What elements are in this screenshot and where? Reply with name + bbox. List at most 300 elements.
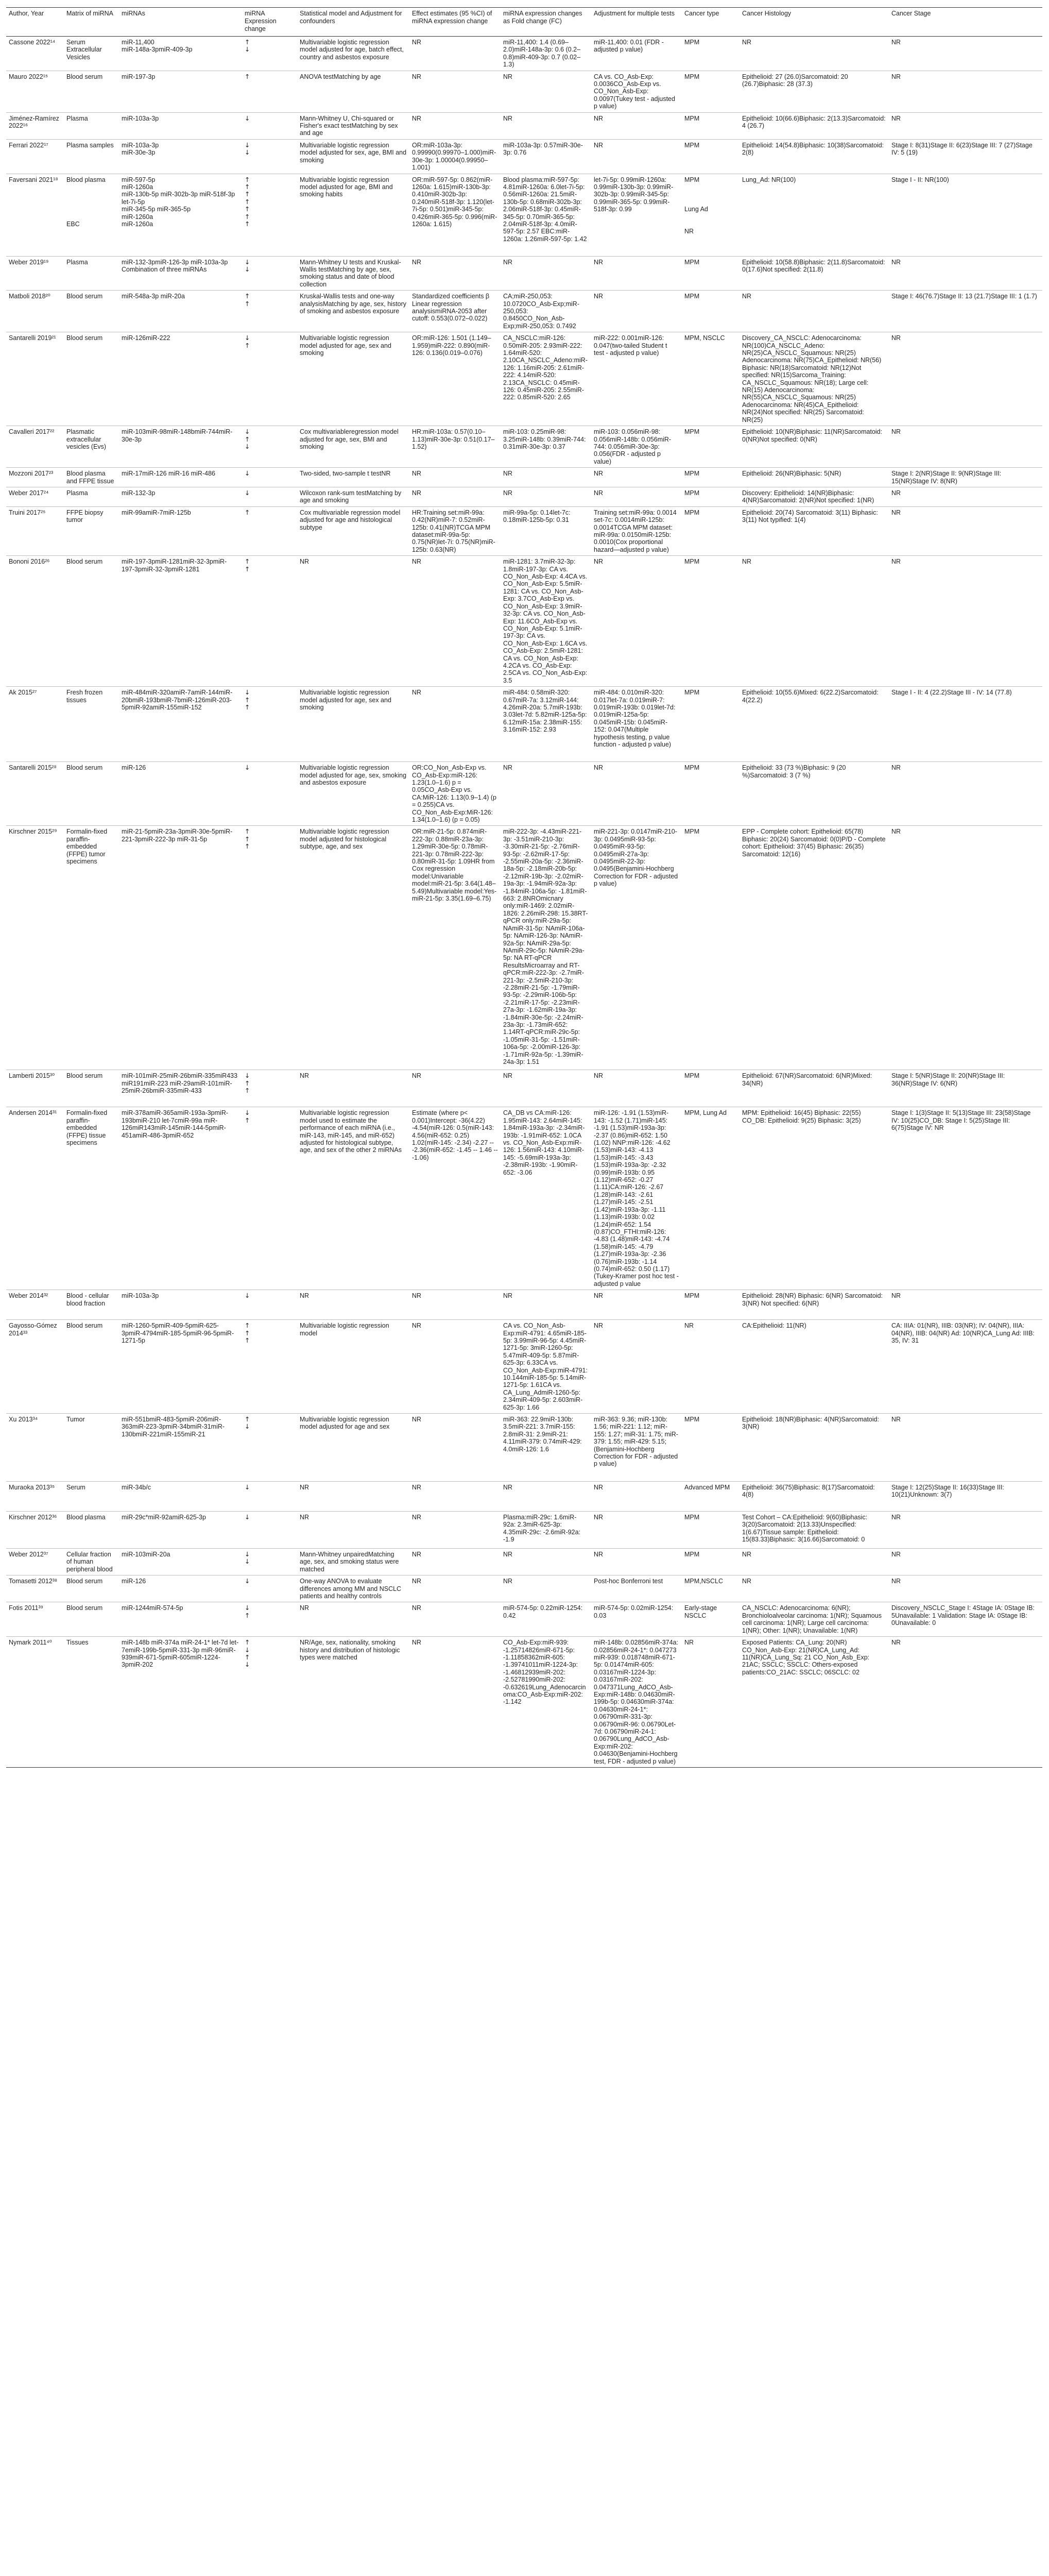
cell-multiple-tests: miR-363: 9.36; miR-130b: 1.56; miR-221: 1.12; miR-155: 1.27; miR-31: 1.75; miR-379: 1.55; miR-429: 5.15; (Benjamini-Hochberg Correction for FDR - adjusted p value) [591, 1414, 682, 1482]
cell-expression-change: ↓ ↑ [242, 1107, 297, 1290]
cell-author-year: Santarelli 2019²¹ [6, 332, 64, 426]
cell-cancer-histology: Epithelioid: 26(NR)Biphasic: 5(NR) [740, 468, 889, 487]
header-cancer-type: Cancer type [682, 8, 740, 37]
cell-cancer-type: MPM,NSCLC [682, 1575, 740, 1602]
cell-author-year: Bononi 2016²⁶ [6, 556, 64, 687]
cell-statistical-model: Mann-Whitney U tests and Kruskal-Wallis testMatching by age, sex, smoking status and date of blood collection [297, 256, 409, 291]
cell-cancer-type: MPM [682, 468, 740, 487]
cell-multiple-tests: NR [591, 1070, 682, 1107]
cell-matrix: Blood serum [64, 1070, 119, 1107]
cell-fold-change: NR [501, 1549, 591, 1575]
table-row [6, 37, 1042, 71]
cell-cancer-type: MPM [682, 426, 740, 468]
cell-fold-change: miR-363: 22.9miR-130b: 3.5miR-221: 3.7miR-155: 2.8miR-31: 2.9miR-21: 4.11miR-379: 0.74miR-429: 4.0miR-126: 1.6 [501, 1414, 591, 1482]
table-row [6, 1290, 1042, 1320]
cell-matrix: Serum Extracellular Vesicles [64, 37, 119, 71]
cell-multiple-tests: NR [591, 468, 682, 487]
table-row [6, 762, 1042, 826]
cell-statistical-model: NR [297, 556, 409, 687]
cell-effect-estimates: HR:Training set:miR-99a: 0.42(NR)miR-7: 0.52miR-125b: 0.41(NR)TCGA MPM dataset:miR-99a-5p: 0.75(NR)let-7i: 0.75(NR)miR-125b: 0.63(NR) [409, 506, 501, 555]
cell-author-year: Kirschner 2015²⁹ [6, 826, 64, 1070]
cell-cancer-histology: NR [740, 291, 889, 332]
header-expression-change: miRNA Expression change [242, 8, 297, 37]
cell-effect-estimates: Estimate (where p< 0.001)Intercept: -36(4.22) -4.54(miR-126: 0.5(miR-143: 4.56(miR-652: 0.25) 1.02(miR-145: -2.34) -2.27 -- -2.36(miR-652: -1.45 -- 1.46 -- -1.06) [409, 1107, 501, 1290]
cell-mirnas: miR-103a-3p miR-30e-3p [119, 139, 242, 174]
cell-cancer-histology: Epithelioid: 36(75)Biphasic: 8(17)Sarcomatoid: 4(8) [740, 1482, 889, 1512]
cell-matrix: Blood serum [64, 1602, 119, 1637]
table-row [6, 426, 1042, 468]
cell-fold-change: NR [501, 487, 591, 507]
cell-cancer-histology: Lung_Ad: NR(100) [740, 174, 889, 256]
cell-author-year: Weber 2014³² [6, 1290, 64, 1320]
cell-cancer-type: MPM [682, 556, 740, 687]
cell-statistical-model: Multivariable logistic regression model adjusted for age, BMI and smoking habits [297, 174, 409, 256]
table-row [6, 1637, 1042, 1768]
cell-mirnas: miR-551bmiR-483-5pmiR-206miR-363miR-223-3pmiR-34bmiR-31miR-130bmiR-221miR-155miR-21 [119, 1414, 242, 1482]
cell-cancer-stage: NR [889, 37, 1042, 71]
cell-matrix: Formalin-fixed paraffin-embedded (FFPE) tissue specimens [64, 1107, 119, 1290]
cell-cancer-type: NR [682, 1320, 740, 1414]
table-row [6, 556, 1042, 687]
cell-expression-change: ↑ ↓ ↑ ↓ [242, 1637, 297, 1768]
cell-author-year: Jiménez-Ramírez 2022¹⁶ [6, 112, 64, 139]
header-matrix: Matrix of miRNA [64, 8, 119, 37]
header-author-year: Author, Year [6, 8, 64, 37]
cell-author-year: Nymark 2011⁴⁰ [6, 1637, 64, 1768]
cell-author-year: Ak 2015²⁷ [6, 687, 64, 762]
cell-cancer-type: MPM [682, 1549, 740, 1575]
mirna-studies-table [6, 7, 1042, 1768]
cell-statistical-model: Multivariable logistic regression model adjusted for histological subtype, age, and sex [297, 826, 409, 1070]
cell-author-year: Kirschner 2012³⁶ [6, 1512, 64, 1549]
cell-effect-estimates: NR [409, 556, 501, 687]
cell-effect-estimates: NR [409, 112, 501, 139]
table-row [6, 139, 1042, 174]
cell-fold-change: Plasma:miR-29c: 1.6miR-92a: 2.3miR-625-3p: 4.35miR-29c: -2.6miR-92a: -1.9 [501, 1512, 591, 1549]
cell-mirnas: miR-103miR-98miR-148bmiR-744miR-30e-3p [119, 426, 242, 468]
table-row [6, 1482, 1042, 1512]
header-statistical-model: Statistical model and Adjustment for confounders [297, 8, 409, 37]
cell-fold-change: NR [501, 1070, 591, 1107]
cell-cancer-type: MPM [682, 112, 740, 139]
cell-expression-change: ↑ [242, 71, 297, 112]
table-row [6, 256, 1042, 291]
cell-expression-change: ↑ ↑ ↑ [242, 826, 297, 1070]
cell-mirnas: miR-29c*miR-92amiR-625-3p [119, 1512, 242, 1549]
cell-expression-change: ↓ [242, 762, 297, 826]
cell-cancer-stage: NR [889, 256, 1042, 291]
cell-mirnas: miR-1244miR-574-5p [119, 1602, 242, 1637]
cell-multiple-tests: NR [591, 762, 682, 826]
cell-mirnas: miR-132-3pmiR-126-3p miR-103a-3p Combination of three miRNAs [119, 256, 242, 291]
cell-cancer-histology: Epithelioid: 20(74) Sarcomatoid: 3(11) Biphasic: 3(11) Not typified: 1(4) [740, 506, 889, 555]
cell-cancer-type: MPM [682, 37, 740, 71]
cell-fold-change: CA vs. CO_Non_Asb-Exp:miR-4791: 4.65miR-185-5p: 3.99miR-96-5p: 4.45miR-1271-5p: 3miR-1260-5p: 5.47miR-409-5p: 5.87miR-625-3p: 6.33CA vs. CO_Non_Asb-Exp:miR-4791: 10.144miR-185-5p: 5.14miR-1271-5p: 1.61CA vs. CA_Lung_AdmiR-1260-5p: 2.34miR-409-5p: 2.603miR-625-3p: 1.66 [501, 1320, 591, 1414]
cell-cancer-stage: NR [889, 1575, 1042, 1602]
cell-expression-change: ↑ ↓ [242, 1414, 297, 1482]
cell-statistical-model: NR [297, 1512, 409, 1549]
cell-matrix: Plasma samples [64, 139, 119, 174]
cell-author-year: Weber 2019¹⁹ [6, 256, 64, 291]
cell-mirnas: miR-21-5pmiR-23a-3pmiR-30e-5pmiR-221-3pmiR-222-3p miR-31-5p [119, 826, 242, 1070]
cell-multiple-tests: miR-222: 0.001miR-126: 0.047(two-tailed Student t test - adjusted p value) [591, 332, 682, 426]
cell-expression-change: ↑ [242, 506, 297, 555]
cell-fold-change: CO_Asb-Exp:miR-939: -1.25714826miR-671-5p: -1.11858362miR-605: -1.39741011miR-1224-3p: -1.46812939miR-202: -2.52781990miR-202: -0.632619Lung_Adenocarcinoma:CO_Asb-Exp:miR-202: -1.142 [501, 1637, 591, 1768]
cell-statistical-model: ANOVA testMatching by age [297, 71, 409, 112]
cell-mirnas: miR-11,400 miR-148a-3pmiR-409-3p [119, 37, 242, 71]
cell-matrix: Blood - cellular blood fraction [64, 1290, 119, 1320]
cell-matrix: Fresh frozen tissues [64, 687, 119, 762]
cell-effect-estimates: OR:miR-103a-3p: 0.99990(0.99970–1.000)miR-30e-3p: 1.00004(0.99950–1.001) [409, 139, 501, 174]
cell-cancer-histology: Epithelioid: 33 (73 %)Biphasic: 9 (20 %)Sarcomatoid: 3 (7 %) [740, 762, 889, 826]
cell-matrix: Blood serum [64, 1575, 119, 1602]
cell-effect-estimates: NR [409, 1414, 501, 1482]
cell-multiple-tests: NR [591, 256, 682, 291]
table-row [6, 1512, 1042, 1549]
cell-fold-change: miR-484: 0.58miR-320: 0.67miR-7a: 3.12miR-144: 4.26miR-20a: 5.7miR-193b: 3.03let-7d: 5.82miR-125a-5p: 6.12miR-15a: 2.38miR-155: 3.16miR-152: 2.93 [501, 687, 591, 762]
header-multiple-tests: Adjustment for multiple tests [591, 8, 682, 37]
cell-statistical-model: Multivariable logistic regression model [297, 1320, 409, 1414]
cell-cancer-stage: NR [889, 1414, 1042, 1482]
cell-matrix: Serum [64, 1482, 119, 1512]
cell-cancer-stage: NR [889, 112, 1042, 139]
cell-expression-change: ↓ [242, 1575, 297, 1602]
cell-cancer-stage: NR [889, 332, 1042, 426]
header-effect-estimates: Effect estimates (95 %CI) of miRNA expression change [409, 8, 501, 37]
cell-effect-estimates: NR [409, 1549, 501, 1575]
cell-cancer-stage: Stage I - II: 4 (22.2)Stage III - IV: 14 (77.8) [889, 687, 1042, 762]
cell-cancer-stage: Stage I - II: NR(100) [889, 174, 1042, 256]
cell-cancer-type: MPM [682, 687, 740, 762]
cell-cancer-histology: Epithelioid: 10(58.8)Biphasic: 2(11.8)Sarcomatoid: 0(17.6)Not specified: 2(11.8) [740, 256, 889, 291]
cell-cancer-type: NR [682, 1637, 740, 1768]
header-cancer-stage: Cancer Stage [889, 8, 1042, 37]
cell-multiple-tests: NR [591, 1549, 682, 1575]
cell-matrix: Blood serum [64, 1320, 119, 1414]
cell-effect-estimates: NR [409, 1575, 501, 1602]
cell-fold-change: miR-574-5p: 0.22miR-1254: 0.42 [501, 1602, 591, 1637]
table-row [6, 1549, 1042, 1575]
cell-matrix: Blood plasma EBC [64, 174, 119, 256]
table-row [6, 687, 1042, 762]
cell-cancer-type: MPM, Lung Ad [682, 1107, 740, 1290]
cell-fold-change: miR-11,400: 1.4 (0.69–2.0)miR-148a-3p: 0.6 (0.2–0.8)miR-409-3p: 0.7 (0.02–1.3) [501, 37, 591, 71]
cell-cancer-stage: NR [889, 71, 1042, 112]
cell-author-year: Matboli 2018²⁰ [6, 291, 64, 332]
cell-author-year: Faversani 2021¹⁸ [6, 174, 64, 256]
cell-mirnas: miR-17miR-126 miR-16 miR-486 [119, 468, 242, 487]
cell-cancer-stage: Stage I: 5(NR)Stage II: 20(NR)Stage III: 36(NR)Stage IV: 6(NR) [889, 1070, 1042, 1107]
table-row [6, 174, 1042, 256]
cell-effect-estimates: NR [409, 468, 501, 487]
cell-cancer-histology: NR [740, 1549, 889, 1575]
cell-expression-change: ↓ ↓ [242, 1549, 297, 1575]
cell-statistical-model: Mann-Whitney unpairedMatching age, sex, and smoking status were matched [297, 1549, 409, 1575]
cell-expression-change: ↓ [242, 1482, 297, 1512]
cell-cancer-histology: EPP - Complete cohort: Epithelioid: 65(78) Biphasic: 20(24) Sarcomatoid: 0(0)P/D - Complete cohort: Epithelioid: 37(45) Biphasic: 26(35) Sarcomatoid: 12(16) [740, 826, 889, 1070]
cell-statistical-model: NR [297, 1070, 409, 1107]
cell-mirnas: miR-148b miR-374a miR-24-1* let-7d let-7emiR-199b-5pmiR-331-3p miR-96miR-939miR-671-5pmiR-605miR-1224-3pmiR-202 [119, 1637, 242, 1768]
cell-fold-change: Blood plasma:miR-597-5p: 4.81miR-1260a: 6.0let-7i-5p: 0.56miR-1260a: 21.5miR-130b-5p: 0.68miR-302b-3p: 2.06miR-518f-3p: 0.45miR-345-5p: 0.70miR-365-5p: 2.04miR-518f-3p: 4.0miR-597-5p: 2.57 EBC:miR-1260a: 1.26miR-597-5p: 1.42 [501, 174, 591, 256]
cell-effect-estimates: NR [409, 256, 501, 291]
cell-mirnas: miR-99amiR-7miR-125b [119, 506, 242, 555]
cell-cancer-histology: Epithelioid: 10(66.6)Biphasic: 2(13.3)Sarcomatoid: 4 (26.7) [740, 112, 889, 139]
cell-mirnas: miR-378amiR-365amiR-193a-3pmiR-193bmiR-210 let-7cmiR-99a miR-126miR143miR-145miR-144-5pmiR-451amiR-486-3pmiR-652 [119, 1107, 242, 1290]
cell-matrix: FFPE biopsy tumor [64, 506, 119, 555]
cell-author-year: Mozzoni 2017²³ [6, 468, 64, 487]
cell-mirnas: miR-34b/c [119, 1482, 242, 1512]
cell-mirnas: miR-484miR-320amiR-7amiR-144miR-20bmiR-193bmiR-7bmiR-126miR-203-5pmiR-92amiR-155miR-152 [119, 687, 242, 762]
cell-author-year: Cavalleri 2017²² [6, 426, 64, 468]
cell-cancer-type: MPM [682, 139, 740, 174]
cell-effect-estimates: NR [409, 687, 501, 762]
table-row [6, 332, 1042, 426]
cell-effect-estimates: NR [409, 37, 501, 71]
cell-cancer-type: MPM [682, 1512, 740, 1549]
cell-cancer-histology: Epithelioid: 10(NR)Biphasic: 11(NR)Sarcomatoid: 0(NR)Not specified: 0(NR) [740, 426, 889, 468]
cell-matrix: Plasma [64, 487, 119, 507]
header-cancer-histology: Cancer Histology [740, 8, 889, 37]
cell-fold-change: miR-103: 0.25miR-98: 3.25miR-148b: 0.39miR-744: 0.31miR-30e-3p: 0.37 [501, 426, 591, 468]
cell-cancer-stage: NR [889, 762, 1042, 826]
cell-multiple-tests: miR-148b: 0.02856miR-374a: 0.02856miR-24-1*: 0.047273 miR-939: 0.018748miR-671-5p: 0.01474miR-605: 0.03167miR-1224-3p: 0.03167miR-202: 0.047371Lung_AdCO_Asb-Exp:miR-148b: 0.04630miR-199b-5p: 0.04630miR-374a: 0.04630miR-24-1*: 0.06790miR-331-3p: 0.06790miR-96: 0.06790Let-7d: 0.06790miR-24-1: 0.06790Lung_AdCO_Asb-Exp:miR-202: 0.04630(Benjamini-Hochberg test, FDR - adjusted p value) [591, 1637, 682, 1768]
cell-fold-change: NR [501, 71, 591, 112]
cell-author-year: Weber 2017²⁴ [6, 487, 64, 507]
cell-expression-change: ↑ ↑ [242, 556, 297, 687]
cell-expression-change: ↓ [242, 468, 297, 487]
cell-statistical-model: Multivariable logistic regression model adjusted for sex, age, BMI and smoking [297, 139, 409, 174]
cell-effect-estimates: NR [409, 1320, 501, 1414]
cell-multiple-tests: NR [591, 1320, 682, 1414]
cell-cancer-histology: NR [740, 1575, 889, 1602]
cell-multiple-tests: miR-221-3p: 0.0147miR-210-3p: 0.0495miR-93-5p: 0.0495miR-93-5p: 0.0495miR-27a-3p: 0.0495miR-22-3p: 0.0495(Benjamini-Hochberg Correction for FDR - adjusted p value) [591, 826, 682, 1070]
cell-cancer-histology: Epithelioid: 10(55.6)Mixed: 6(22.2)Sarcomatoid: 4(22.2) [740, 687, 889, 762]
cell-multiple-tests: CA vs. CO_Asb-Exp: 0.0036CO_Asb-Exp vs. CO_Non_Asb-Exp: 0.0097(Tukey test - adjusted p value) [591, 71, 682, 112]
cell-cancer-histology: CA_NSCLC: Adenocarcinoma: 6(NR); Bronchioloalveolar carcinoma: 1(NR); Squamous cell carcinoma: 1(NR); Large cell carcinoma: 1(NR); Other: 1(NR); Unavailable: 1(NR) [740, 1602, 889, 1637]
table-row [6, 1070, 1042, 1107]
cell-author-year: Ferrari 2022¹⁷ [6, 139, 64, 174]
cell-cancer-type: MPM [682, 487, 740, 507]
cell-cancer-type: MPM [682, 291, 740, 332]
cell-mirnas: miR-132-3p [119, 487, 242, 507]
cell-fold-change: miR-1281: 3.7miR-32-3p: 1.8miR-197-3p: CA vs. CO_Non_Asb-Exp: 4.4CA vs. CO_Non_Asb-Exp: 5.5miR-1281: CA vs. CO_Non_Asb-Exp: 3.7CO_Asb-Exp vs. CO_Non_Asb-Exp: 3.9miR-32-3p: CA vs. CO_Non_Asb-Exp: 11.6CO_Asb-Exp vs. CO_Non_Asb-Exp: 5.1miR-197-3p: CA vs. CO_Non_Asb-Exp: 1.6CA vs. CO_Asb-Exp: 2.5miR-1281: CA vs. CO_Non_Asb-Exp: 4.2CA vs. CO_Asb-Exp: 2.5CA vs. CO_Non_Asb-Exp: 3.5 [501, 556, 591, 687]
cell-fold-change: NR [501, 1290, 591, 1320]
cell-author-year: Muraoka 2013³⁵ [6, 1482, 64, 1512]
cell-cancer-histology: Epithelioid: 28(NR) Biphasic: 6(NR) Sarcomatoid: 3(NR) Not specified: 6(NR) [740, 1290, 889, 1320]
cell-effect-estimates: NR [409, 487, 501, 507]
cell-cancer-type: MPM [682, 1414, 740, 1482]
header-row [6, 8, 1042, 37]
cell-cancer-histology: NR [740, 556, 889, 687]
cell-cancer-stage: NR [889, 1549, 1042, 1575]
table-row [6, 1414, 1042, 1482]
cell-mirnas: miR-126 [119, 1575, 242, 1602]
cell-fold-change: NR [501, 1482, 591, 1512]
cell-author-year: Truini 2017²⁵ [6, 506, 64, 555]
cell-cancer-stage: NR [889, 1512, 1042, 1549]
cell-cancer-stage: Stage I: 12(25)Stage II: 16(33)Stage III: 10(21)Unknown: 3(7) [889, 1482, 1042, 1512]
cell-cancer-stage: NR [889, 426, 1042, 468]
cell-cancer-histology: Discovery: Epithelioid: 14(NR)Biphasic: 4(NR)Sarcomatoid: 2(NR)Not specified: 1(NR) [740, 487, 889, 507]
cell-effect-estimates: NR [409, 71, 501, 112]
cell-expression-change: ↓ [242, 1290, 297, 1320]
cell-fold-change: NR [501, 762, 591, 826]
cell-multiple-tests: miR-484: 0.010miR-320: 0.017let-7a: 0.019miR-7: 0.019miR-193b: 0.019let-7d: 0.019miR-125a-5p: 0.045miR-15b: 0.045miR-152: 0.047(Multiple hypothesis testing, p value function - adjusted p value) [591, 687, 682, 762]
cell-effect-estimates: OR:miR-126: 1.501 (1.149–1.959)miR-222: 0.890(miR-126: 0.136(0.019–0.076) [409, 332, 501, 426]
cell-matrix: Blood serum [64, 762, 119, 826]
cell-expression-change: ↓ ↓ [242, 139, 297, 174]
cell-matrix: Plasma [64, 256, 119, 291]
cell-matrix: Blood serum [64, 556, 119, 687]
table-row [6, 487, 1042, 507]
cell-cancer-type: MPM [682, 1070, 740, 1107]
cell-cancer-stage: NR [889, 1637, 1042, 1768]
cell-cancer-stage: CA: IIIA: 01(NR), IIIB: 03(NR); IV: 04(NR), IIIA: 04(NR), IIIB: 04(NR) Ad: 10(NR)CA_Lung Ad: IIIB: 35, IV: 31 [889, 1320, 1042, 1414]
table-row [6, 1602, 1042, 1637]
cell-effect-estimates: NR [409, 1290, 501, 1320]
table-body [6, 37, 1042, 1768]
cell-effect-estimates: HR:miR-103a: 0.57(0.10–1.13)miR-30e-3p: 0.51(0.17–1.52) [409, 426, 501, 468]
cell-multiple-tests: miR-126: -1.91 (1.53)miR-143: -1.52 (1.71)miR-145: -1.91 (1.53)miR-193a-3p: -2.37 (0.86)miR-652: 1.50 (1.02) NNP:miR-126: -4.62 (1.53)miR-143: -4.13 (1.53)miR-145: -3.43 (1.53)miR-193a-3p: -2.32 (0.99)miR-193b: 0.95 (1.12)miR-652: -0.27 (1.11)CA:miR-126: -2.67 (1.28)miR-143: -2.61 (1.27)miR-145: -2.51 (1.42)miR-193a-3p: -1.11 (1.13)miR-193b: 0.02 (1.24)miR-652: 1.54 (0.87)CO_FTHI:miR-126: -4.83 (1.48)miR-143: -4.74 (1.58)miR-145: -4.79 (1.27)miR-193a-3p: -2.36 (0.76)miR-193b: -1.14 (0.74)miR-652: 0.50 (1.17)(Tukey-Kramer post hoc test - adjusted p value [591, 1107, 682, 1290]
cell-mirnas: miR-197-3pmiR-1281miR-32-3pmiR-197-3pmiR-32-3pmiR-1281 [119, 556, 242, 687]
cell-fold-change: CA_DB vs CA:miR-126: 1.95miR-143: 2.64miR-145: 1.84miR-193a-3p: -2.34miR-193b: -1.91miR-652: 1.0CA vs. CO_Non_Asb-Exp:miR-126: 1.56miR-143: 4.10miR-145: -5.69miR-193a-3p: -2.38miR-193b: -1.90miR-652: -3.06 [501, 1107, 591, 1290]
cell-matrix: Formalin-fixed paraffin-embedded (FFPE) tumor specimens [64, 826, 119, 1070]
cell-statistical-model: Multivariable logistic regression model adjusted for age, sex and smoking [297, 332, 409, 426]
cell-matrix: Blood serum [64, 71, 119, 112]
cell-matrix: Cellular fraction of human peripheral blood [64, 1549, 119, 1575]
cell-mirnas: miR-126miR-222 [119, 332, 242, 426]
cell-matrix: Blood plasma and FFPE tissue [64, 468, 119, 487]
cell-expression-change: ↑ ↑ ↑ ↑ ↑ ↑ ↑ [242, 174, 297, 256]
cell-statistical-model: NR/Age, sex, nationality, smoking history and distribution of histologic types were matched [297, 1637, 409, 1768]
cell-author-year: Xu 2013³⁴ [6, 1414, 64, 1482]
cell-multiple-tests: NR [591, 1512, 682, 1549]
cell-author-year: Cassone 2022¹⁴ [6, 37, 64, 71]
cell-cancer-type: MPM [682, 256, 740, 291]
cell-statistical-model: Multivariable logistic regression model adjusted for age and sex [297, 1414, 409, 1482]
cell-expression-change: ↓ [242, 487, 297, 507]
cell-matrix: Plasmatic extracellular vesicles (Evs) [64, 426, 119, 468]
cell-statistical-model: Multivariable logistic regression model adjusted for age, sex and smoking [297, 687, 409, 762]
cell-multiple-tests: Training set:miR-99a: 0.0014 set-7c: 0.0014miR-125b: 0.0014TCGA MPM dataset: miR-99a: 0.0150miR-125b: 0.0010(Cox proportional hazard—adjusted p value) [591, 506, 682, 555]
cell-statistical-model: Cox multivariableregression model adjusted for age, sex, BMI and smoking [297, 426, 409, 468]
cell-cancer-stage: NR [889, 506, 1042, 555]
cell-fold-change: NR [501, 112, 591, 139]
cell-author-year: Andersen 2014³¹ [6, 1107, 64, 1290]
cell-multiple-tests: Post-hoc Bonferroni test [591, 1575, 682, 1602]
cell-cancer-type: MPM [682, 762, 740, 826]
cell-effect-estimates: OR:miR-21-5p: 0.874miR-222-3p: 0.88miR-23a-3p: 1.29miR-30e-5p: 0.78miR-221-3p: 0.78miR-222-3p: 0.80miR-31-5p: 1.09HR from Cox regression model:Univariable model:miR-21-5p: 3.64(1.48–5.49)Multivariable model:Yes-miR-21-5p: 3.35(1.69–6.75) [409, 826, 501, 1070]
cell-fold-change: miR-99a-5p: 0.14let-7c: 0.18miR-125b-5p: 0.31 [501, 506, 591, 555]
cell-multiple-tests: miR-11,400: 0.01 (FDR - adjusted p value) [591, 37, 682, 71]
cell-expression-change: ↓ ↑ ↓ [242, 426, 297, 468]
cell-statistical-model: One-way ANOVA to evaluate differences among MM and NSCLC patients and healthy controls [297, 1575, 409, 1602]
cell-fold-change: miR-222-3p: -4.43miR-221-3p: -3.51miR-210-3p: -3.30miR-21-5p: -2.76miR-93-5p: -2.62miR-17-5p: -2.55miR-20a-5p: -2.36miR-18a-5p: -2.18miR-20b-5p: -2.12miR-19b-3p: -2.02miR-19a-3p: -1.94miR-92a-3p: -1.84miR-106a-5p: -1.81miR-663: 2.8NROmicnary only:miR-1469: 2.02miR-1826: 2.26miR-298: 15.38RT-qPCR only:miR-29a-5p: NAmiR-31-5p: NAmiR-106a-5p: NAmiR-126-3p: NAmiR-92a-5p: NAmiR-29a-5p: NAmiR-29c-5p: NAmiR-29a-5p: NA RT-qPCR ResultsMicroarray and RT-qPCR:miR-222-3p: -2.7miR-221-3p: -2.5miR-210-3p: -2.28miR-21-5p: -1.79miR-93-5p: -2.29miR-106b-5p: -2.21miR-17-5p: -2.23miR-27a-3p: -1.62miR-19a-3p: -1.84miR-30e-5p: -2.24miR-23a-3p: -1.73miR-652: 1.14RT-qPCR:miR-29c-5p: -1.05miR-31-5p: -1.51miR-106a-5p: -2.00miR-126-3p: -1.71miR-92a-5p: -1.39miR-24a-3p: 1.51 [501, 826, 591, 1070]
cell-cancer-histology: MPM: Epithelioid: 16(45) Biphasic: 22(55) CO_DB: Epithelioid: 9(25) Biphasic: 3(25) [740, 1107, 889, 1290]
cell-mirnas: miR-103a-3p [119, 1290, 242, 1320]
table-row [6, 468, 1042, 487]
cell-cancer-histology: Epithelioid: 18(NR)Biphasic: 4(NR)Sarcomatoid: 3(NR) [740, 1414, 889, 1482]
header-mirnas: miRNAs [119, 8, 242, 37]
table-page [6, 7, 1042, 1768]
cell-matrix: Blood serum [64, 332, 119, 426]
cell-statistical-model: Multivariable logistic regression model used to estimate the performance of each miRNA (i.e., miR-143, miR-145, and miR-652) adjusted for histological subtype, age, and sex of the other 2 miRNAs [297, 1107, 409, 1290]
cell-matrix: Tissues [64, 1637, 119, 1768]
table-row [6, 291, 1042, 332]
cell-multiple-tests: miR-103: 0.056miR-98: 0.056miR-148b: 0.056miR-744: 0.056miR-30e-3p: 0.056(FDR - adjusted p value) [591, 426, 682, 468]
cell-effect-estimates: Standardized coefficients β Linear regression analysismiRNA-2053 after cutoff: 0.553(0.072–0.022) [409, 291, 501, 332]
cell-cancer-stage: NR [889, 826, 1042, 1070]
cell-cancer-type: MPM [682, 506, 740, 555]
cell-cancer-histology: Exposed Patients: CA_Lung: 20(NR) CO_Non_Asb-Exp: 21(NR)CA_Lung_Ad: 11(NR)CA_Lung_Sq: 21 CO_Non_Asb_Exp: 21AC; SSCLC; SSCLC: Others-exposed patients:CO_21AC: SSCLC; 06SCLC: 02 [740, 1637, 889, 1768]
table-row [6, 1107, 1042, 1290]
cell-fold-change: CA;miR-250,053: 10.0720CO_Asb-Exp;miR-250,053: 0.8450CO_Non_Asb-Exp;miR-250,053: 0.7492 [501, 291, 591, 332]
cell-effect-estimates: NR [409, 1637, 501, 1768]
cell-expression-change: ↓ [242, 1512, 297, 1549]
cell-mirnas: miR-103a-3p [119, 112, 242, 139]
cell-author-year: Santarelli 2015²⁸ [6, 762, 64, 826]
cell-effect-estimates: NR [409, 1070, 501, 1107]
table-row [6, 1320, 1042, 1414]
cell-multiple-tests: NR [591, 556, 682, 687]
cell-author-year: Lamberti 2015³⁰ [6, 1070, 64, 1107]
cell-mirnas: miR-197-3p [119, 71, 242, 112]
table-row [6, 826, 1042, 1070]
cell-matrix: Plasma [64, 112, 119, 139]
cell-cancer-histology: Test Cohort – CA:Epithelioid: 9(60)Biphasic: 3(20)Sarcomatoid: 2(13.33)Unspecified: 1(6.67)Tissue sample: Epithelioid: 15(83.33)Biphasic: 3(16.66)Sarcomatoid: 0 [740, 1512, 889, 1549]
header-fold-change: miRNA expression changes as Fold change (FC) [501, 8, 591, 37]
cell-expression-change: ↓ ↑ [242, 1602, 297, 1637]
cell-cancer-histology: Epithelioid: 27 (26.0)Sarcomatoid: 20 (26.7)Biphasic: 28 (37.3) [740, 71, 889, 112]
cell-statistical-model: Kruskal-Wallis tests and one-way analysisMatching by age, sex, history of smoking and asbestos exposure [297, 291, 409, 332]
cell-expression-change: ↓ ↓ [242, 256, 297, 291]
table-row [6, 1575, 1042, 1602]
cell-matrix: Blood serum [64, 291, 119, 332]
cell-effect-estimates: NR [409, 1512, 501, 1549]
table-row [6, 112, 1042, 139]
cell-cancer-stage: Discovery_NSCLC_Stage I: 4Stage IA: 0Stage IB: 5Unavailable: 1 Validation: Stage IA: 0Stage IB: 0Unavailable: 0 [889, 1602, 1042, 1637]
cell-cancer-histology: CA:Epithelioid: 11(NR) [740, 1320, 889, 1414]
cell-expression-change: ↓ ↑ ↑ [242, 1070, 297, 1107]
cell-multiple-tests: NR [591, 291, 682, 332]
cell-cancer-histology: NR [740, 37, 889, 71]
cell-cancer-type: MPM [682, 1290, 740, 1320]
cell-statistical-model: Cox multivariable regression model adjusted for age and histological subtype [297, 506, 409, 555]
cell-fold-change: NR [501, 468, 591, 487]
cell-expression-change: ↓ [242, 112, 297, 139]
table-row [6, 506, 1042, 555]
cell-expression-change: ↑ ↑ [242, 291, 297, 332]
cell-fold-change: miR-103a-3p: 0.57miR-30e-3p: 0.76 [501, 139, 591, 174]
cell-cancer-histology: Epithelioid: 14(54.8)Biphasic: 10(38)Sarcomatoid: 2(8) [740, 139, 889, 174]
cell-cancer-stage: NR [889, 556, 1042, 687]
cell-cancer-stage: Stage I: 2(NR)Stage II: 9(NR)Stage III: 15(NR)Stage IV: 8(NR) [889, 468, 1042, 487]
cell-fold-change: NR [501, 256, 591, 291]
cell-expression-change: ↓ ↑ [242, 332, 297, 426]
cell-matrix: Blood plasma [64, 1512, 119, 1549]
cell-cancer-type: MPM, NSCLC [682, 332, 740, 426]
cell-mirnas: miR-103miR-20a [119, 1549, 242, 1575]
cell-statistical-model: Multivariable logistic regression model adjusted for age, batch effect, country and asbestos exposure [297, 37, 409, 71]
cell-cancer-type: MPM Lung Ad NR [682, 174, 740, 256]
cell-cancer-stage: Stage I: 8(31)Stage II: 6(23)Stage III: 7 (27)Stage IV: 5 (19) [889, 139, 1042, 174]
cell-cancer-type: MPM [682, 826, 740, 1070]
cell-cancer-histology: Epithelioid: 67(NR)Sarcomatoid: 6(NR)Mixed: 34(NR) [740, 1070, 889, 1107]
cell-cancer-type: MPM [682, 71, 740, 112]
cell-expression-change: ↓ ↑ ↑ [242, 687, 297, 762]
cell-author-year: Tomasetti 2012³⁸ [6, 1575, 64, 1602]
cell-multiple-tests: miR-574-5p: 0.02miR-1254: 0.03 [591, 1602, 682, 1637]
